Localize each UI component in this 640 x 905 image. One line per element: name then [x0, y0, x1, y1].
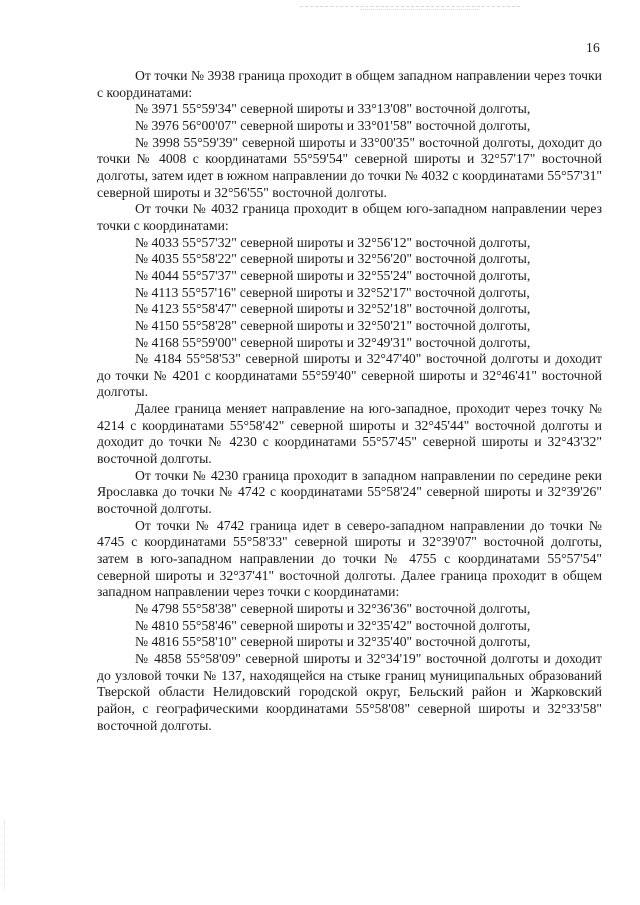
paragraph-from-point-3938: От точки № 3938 граница проходит в общем западном направлении через точки с координатами:: [97, 68, 602, 100]
page-number: 16: [586, 40, 601, 55]
coordinate-line-4168: № 4168 55°59'00" северной широты и 32°49'31" восточной долготы,: [135, 334, 531, 350]
paragraph-southwest-to-4230: Далее граница меняет направление на юго-западное, проходит через точку № 4214 с координатами 55°58'42" северной широты и 32°45'44" восточной долготы и доходит до точки № 4230 с координатами 55°57'45" северной широты и 32°43'32" восточной долготы.: [97, 401, 602, 467]
coordinate-line-3976: № 3976 56°00'07" северной широты и 33°01'58" восточной долготы,: [135, 117, 531, 133]
coordinate-line-4035: № 4035 55°58'22" северной широты и 32°56'20" восточной долготы,: [135, 251, 531, 267]
scan-artifact-left-edge: [4, 820, 6, 890]
scan-artifact-top-secondary: [360, 9, 480, 11]
paragraph-point-3998-to-4032: № 3998 55°59'39" северной широты и 33°00'35" восточной долготы, доходит до точки № 4008 с координатами 55°59'54" северной широты и 32°57'17" восточной долготы, затем идет в южном направлении до точки № 4032 с координатами 55°57'31" северной широты и 32°56'55" восточной долготы.: [97, 134, 602, 200]
paragraph-yaroslavka-river: От точки № 4230 граница проходит в западном направлении по середине реки Ярославка до точки № 4742 с координатами 55°58'24" северной широты и 32°39'26" восточной долготы.: [97, 467, 602, 517]
coordinate-line-4044: № 4044 55°57'37" северной широты и 32°55'24" восточной долготы,: [135, 267, 531, 283]
scan-artifact-top: [300, 6, 520, 8]
coordinate-line-4816: № 4816 55°58'10" северной широты и 32°35'40" восточной долготы,: [135, 634, 531, 650]
paragraph-point-4858-node-137: № 4858 55°58'09" северной широты и 32°34'19" восточной долготы и доходит до узловой точки № 137, находящейся на стыке границ муниципальных образований Тверской области Нелидовский городской округ, Бельский район и Жарковский район, с географическими координатами 55°58'08" северной широты и 32°33'58" восточной долготы.: [97, 650, 602, 733]
coordinate-line-4113: № 4113 55°57'16" северной широты и 32°52'17" восточной долготы,: [135, 284, 530, 300]
paragraph-from-point-4032: От точки № 4032 граница проходит в общем юго-западном направлении через точки с координатами:: [97, 201, 602, 233]
paragraph-point-4184-to-4201: № 4184 55°58'53" северной широты и 32°47'40" восточной долготы и доходит до точки № 4201 с координатами 55°59'40" северной широты и 32°46'41" восточной долготы.: [97, 351, 602, 400]
coordinate-line-4810: № 4810 55°58'46" северной широты и 32°35'42" восточной долготы,: [135, 617, 531, 633]
coordinate-line-4033: № 4033 55°57'32" северной широты и 32°56'12" восточной долготы,: [135, 234, 531, 250]
coordinate-line-3971: № 3971 55°59'34" северной широты и 33°13'08" восточной долготы,: [135, 101, 531, 117]
document-body: [97, 68, 602, 734]
coordinate-line-4798: № 4798 55°58'38" северной широты и 32°36'36" восточной долготы,: [135, 601, 531, 616]
coordinate-line-4123: № 4123 55°58'47" северной широты и 32°52'18" восточной долготы,: [135, 301, 531, 317]
paragraph-from-point-4742: От точки № 4742 граница идет в северо-западном направлении до точки № 4745 с координатами 55°58'33" северной широты и 32°39'07" восточной долготы, затем в юго-западном направлении до точки № 4755 с координатами 55°57'54" северной широты и 32°37'41" восточной долготы. Далее граница проходит в общем западном направлении через точки с координатами:: [97, 517, 602, 600]
coordinate-line-4150: № 4150 55°58'28" северной широты и 32°50'21" восточной долготы,: [135, 317, 531, 333]
